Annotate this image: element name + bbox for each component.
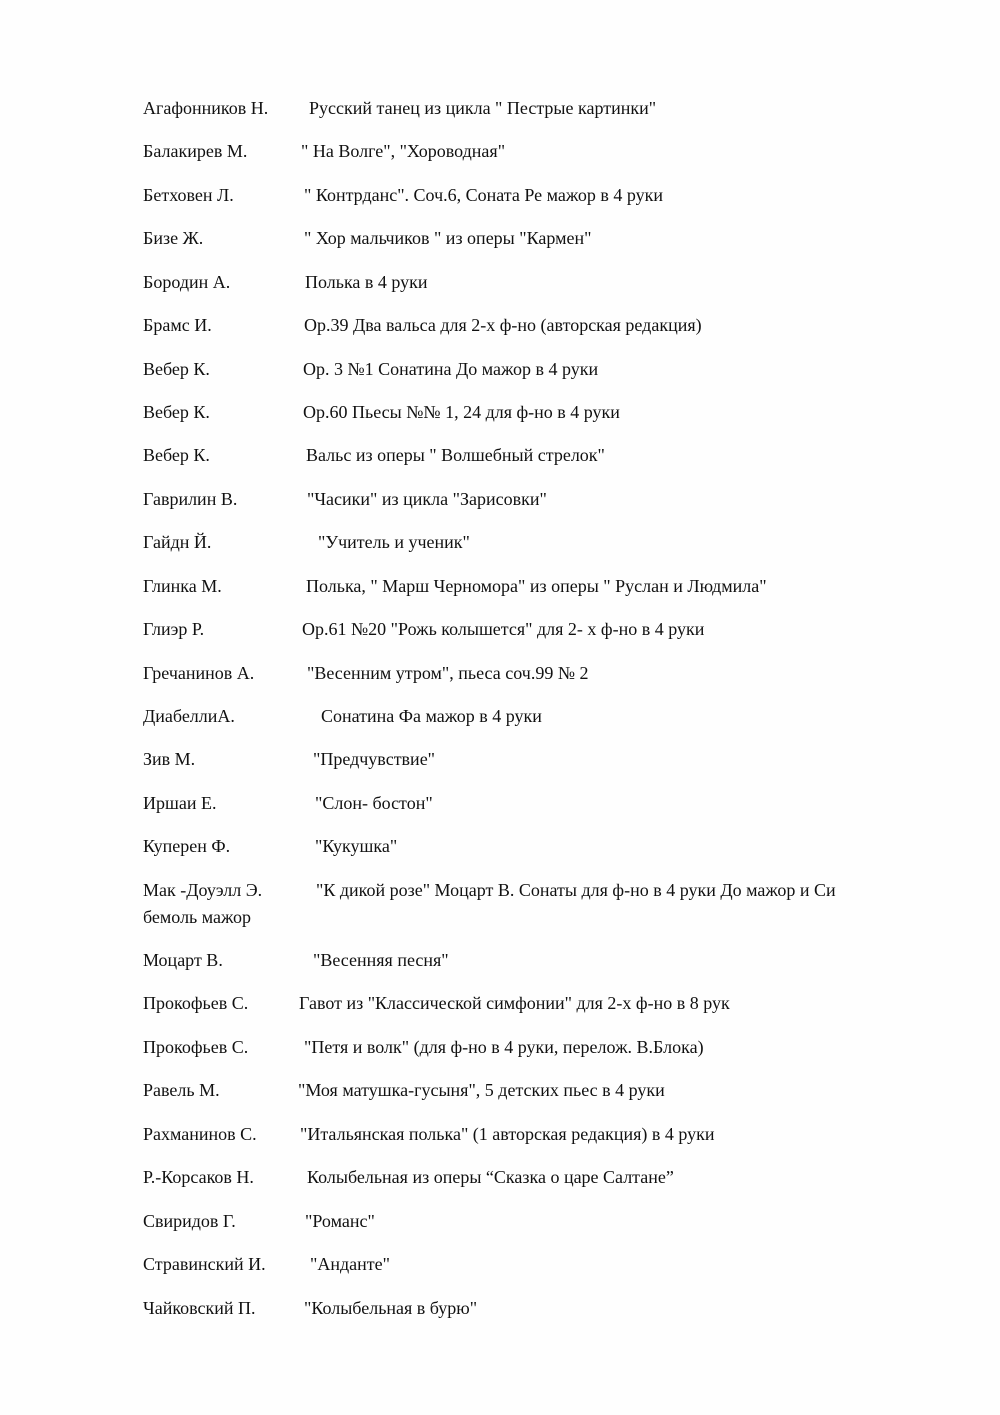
- composer-name: Бородин А.: [143, 272, 231, 292]
- list-item: [0, 836, 1000, 876]
- list-item: [0, 98, 1000, 138]
- work-title: "Петя и волк" (для ф-но в 4 руки, перелож. В.Блока): [304, 1037, 704, 1057]
- composer-name: Р.-Корсаков Н.: [143, 1167, 254, 1187]
- work-title: Полька в 4 руки: [305, 272, 428, 292]
- work-title: Ор.61 №20 "Рожь колышется" для 2- х ф-но в 4 руки: [302, 619, 705, 639]
- list-item: [0, 706, 1000, 746]
- composer-name: Иршаи Е.: [143, 793, 217, 813]
- work-title: Полька, " Марш Черномора" из оперы " Руслан и Людмила": [306, 576, 767, 596]
- work-title: "Часики" из цикла "Зарисовки": [307, 489, 547, 509]
- work-title: Русский танец из цикла " Пестрые картинки": [309, 98, 657, 118]
- list-item: [0, 445, 1000, 485]
- list-item: [0, 228, 1000, 268]
- work-title: " На Волге", "Хороводная": [301, 141, 506, 161]
- composer-name: Бизе Ж.: [143, 228, 204, 248]
- work-title: "Предчувствие": [313, 749, 436, 769]
- work-title: Ор. 3 №1 Сонатина До мажор в 4 руки: [303, 359, 599, 379]
- composer-name: Глинка М.: [143, 576, 222, 596]
- list-item: [0, 489, 1000, 529]
- work-title: "Андантe": [310, 1254, 390, 1274]
- list-item: [0, 793, 1000, 833]
- composer-name: Гречанинов А.: [143, 663, 255, 683]
- composer-name: ДиабеллиА.: [143, 706, 235, 726]
- list-item: [0, 749, 1000, 789]
- list-item: [0, 141, 1000, 181]
- composer-name: Куперен Ф.: [143, 836, 231, 856]
- list-item: [0, 1211, 1000, 1251]
- list-item: [0, 1298, 1000, 1338]
- list-item: [0, 880, 1000, 940]
- list-item: [0, 576, 1000, 616]
- work-title: "Кукушка": [315, 836, 398, 856]
- list-item: [0, 272, 1000, 312]
- composer-name: Агафонников Н.: [143, 98, 269, 118]
- work-title: "Колыбельная в бурю": [304, 1298, 478, 1318]
- work-title: "Слон- бостон": [315, 793, 433, 813]
- list-item: [0, 359, 1000, 399]
- composer-name: Балакирев М.: [143, 141, 248, 161]
- composer-name: Гаврилин В.: [143, 489, 238, 509]
- work-title: Ор.39 Два вальса для 2-х ф-но (авторская редакция): [304, 315, 702, 335]
- list-item: [0, 315, 1000, 355]
- list-item: [0, 993, 1000, 1033]
- composer-name: Стравинский И.: [143, 1254, 266, 1274]
- work-title: Гавот из "Классической симфонии" для 2-х ф-но в 8 рук: [299, 993, 730, 1013]
- work-title: "К дикой розе" Моцарт В. Сонаты для ф-но в 4 руки До мажор и Си: [316, 880, 836, 900]
- work-title: "Моя матушка-гусыня", 5 детских пьес в 4 руки: [298, 1080, 665, 1100]
- work-title: Сонатина Фа мажор в 4 руки: [321, 706, 542, 726]
- work-title: Ор.60 Пьесы №№ 1, 24 для ф-но в 4 руки: [303, 402, 620, 422]
- list-item: [0, 1254, 1000, 1294]
- work-title: Колыбельная из оперы “Сказка о царе Салтане”: [307, 1167, 674, 1187]
- work-title: " Контрданс". Соч.6, Соната Ре мажор в 4 руки: [304, 185, 664, 205]
- work-title: Вальс из оперы " Волшебный стрелок": [306, 445, 605, 465]
- list-item: [0, 402, 1000, 442]
- composer-name: Свиридов Г.: [143, 1211, 236, 1231]
- work-title: "Романс": [305, 1211, 375, 1231]
- composer-name: Мак -Доуэлл Э.: [143, 880, 263, 900]
- composer-name: Равель М.: [143, 1080, 220, 1100]
- list-item: [0, 1080, 1000, 1120]
- composer-name: Бетховен Л.: [143, 185, 234, 205]
- composer-name: Прокофьев С.: [143, 993, 249, 1013]
- work-title: "Итальянская полька" (1 авторская редакция) в 4 руки: [300, 1124, 715, 1144]
- list-item: [0, 1124, 1000, 1164]
- list-item: [0, 532, 1000, 572]
- composer-name: Гайдн Й.: [143, 532, 212, 552]
- work-title-continuation: бемоль мажор: [143, 907, 251, 927]
- list-item: [0, 1167, 1000, 1207]
- composer-name: Рахманинов С.: [143, 1124, 257, 1144]
- list-item: [0, 950, 1000, 990]
- work-title: "Учитель и ученик": [318, 532, 470, 552]
- list-item: [0, 185, 1000, 225]
- list-item: [0, 1037, 1000, 1077]
- composer-name: Вебер К.: [143, 359, 210, 379]
- composer-name: Глиэр Р.: [143, 619, 205, 639]
- composer-name: Зив М.: [143, 749, 196, 769]
- list-item: [0, 619, 1000, 659]
- composer-name: Вебер К.: [143, 402, 210, 422]
- composer-name: Брамс И.: [143, 315, 212, 335]
- composer-name: Моцарт В.: [143, 950, 223, 970]
- work-title: "Весенняя песня": [313, 950, 449, 970]
- composer-name: Чайковский П.: [143, 1298, 256, 1318]
- work-title: " Хор мальчиков " из оперы "Кармен": [304, 228, 592, 248]
- composer-name: Вебер К.: [143, 445, 210, 465]
- list-item: [0, 663, 1000, 703]
- work-title: "Весенним утром", пьеса соч.99 № 2: [307, 663, 589, 683]
- composer-name: Прокофьев С.: [143, 1037, 249, 1057]
